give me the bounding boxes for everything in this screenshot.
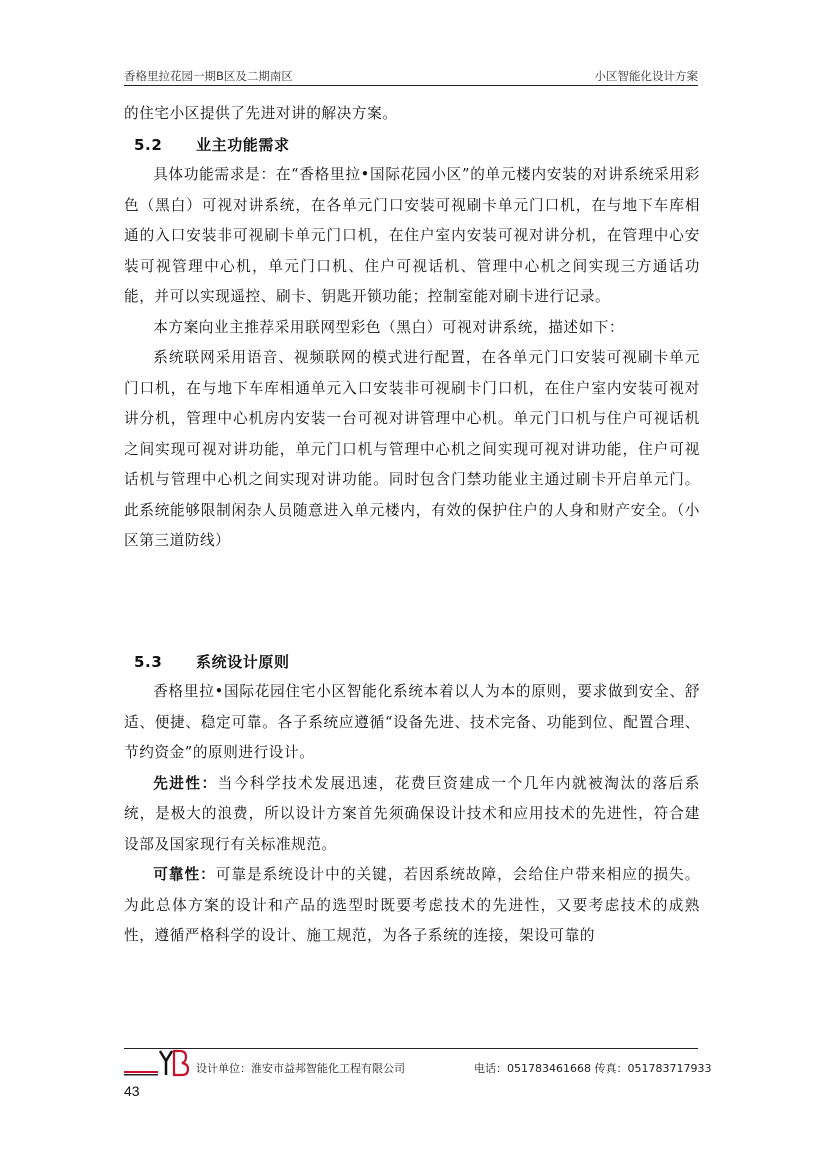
- page-header: [124, 66, 698, 86]
- paragraph-design-principles: 香格里拉•国际花园住宅小区智能化系统本着以人为本的原则，要求做到安全、舒适、便捷、稳定可靠。各子系统应遵循“设备先进、技术完备、功能到位、配置合理、节约资金”的原则进行设计。: [124, 683, 700, 761]
- logo-mark-icon: [124, 1049, 194, 1077]
- document-body: [124, 99, 700, 952]
- company-logo: [124, 1049, 194, 1077]
- header-project-name: 香格里拉花园一期B区及二期南区: [124, 69, 293, 83]
- footer-contact: 电话：051783461668 传真：051783717933: [474, 1062, 712, 1075]
- header-divider: [124, 85, 698, 86]
- paragraph-advancedness: [124, 769, 700, 861]
- continuation-paragraph: 的住宅小区提供了先进对讲的解决方案。: [124, 105, 398, 122]
- section-title: 系统设计原则: [196, 652, 290, 671]
- footer-divider: [124, 1048, 698, 1049]
- section-heading-5-2: [124, 130, 700, 161]
- section-heading-5-3: [124, 647, 700, 678]
- section-number: 5.3: [134, 652, 163, 671]
- paragraph-reliability: [124, 860, 700, 952]
- header-document-title: 小区智能化设计方案: [594, 69, 698, 83]
- reliability-text: 可靠是系统设计中的关键，若因系统故障，会给住户带来相应的损失。为此总体方案的设计和产品的选型时既要考虑技术的先进性，又要考虑技术的成熟性，遵循严格科学的设计、施工规范，为各子系统的连接，架设可靠的: [124, 866, 700, 944]
- section-title: 业主功能需求: [196, 135, 290, 154]
- page-number: 43: [124, 1083, 140, 1099]
- advancedness-text: 当今科学技术发展迅速，花费巨资建成一个几年内就被淘汰的落后系统，是极大的浪费，所以设计方案首先须确保设计技术和应用技术的先进性，符合建设部及国家现行有关标准规范。: [124, 774, 700, 853]
- paragraph-recommendation: 本方案向业主推荐采用联网型彩色（黑白）可视对讲系统，描述如下：: [153, 318, 625, 336]
- paragraph-function-requirements: 具体功能需求是：在“香格里拉•国际花园小区”的单元楼内安装的对讲系统采用彩色（黑白）可视对讲系统，在各单元门口安装可视刷卡单元门口机，在与地下车库相通的入口安装非可视刷卡单元门口机，在住户室内安装可视对讲分机，在管理中心安装可视管理中心机，单元门口机、住户可视话机、管理中心机之间实现三方通话功能，并可以实现遥控、刷卡、钥匙开锁功能；控制室能对刷卡进行记录。: [124, 166, 700, 305]
- paragraph-system-description: 系统联网采用语音、视频联网的模式进行配置，在各单元门口安装可视刷卡单元门口机，在与地下车库相通单元入口安装非可视刷卡门口机，在住户室内安装可视对讲分机，管理中心机房内安装一台可视对讲管理中心机。单元门口机与住户可视话机之间实现可视对讲功能，单元门口机与管理中心机之间实现可视对讲功能，住户可视话机与管理中心机之间实现对讲功能。同时包含门禁功能业主通过刷卡开启单元门。此系统能够限制闲杂人员随意进入单元楼内，有效的保护住户的人身和财产安全。（小区第三道防线）: [124, 349, 700, 549]
- section-number: 5.2: [134, 135, 163, 154]
- spacer: [124, 557, 700, 647]
- term-reliability: 可靠性：: [153, 866, 216, 883]
- footer-design-unit: 设计单位：淮安市益邦智能化工程有限公司: [196, 1062, 405, 1075]
- term-advancedness: 先进性：: [153, 774, 218, 792]
